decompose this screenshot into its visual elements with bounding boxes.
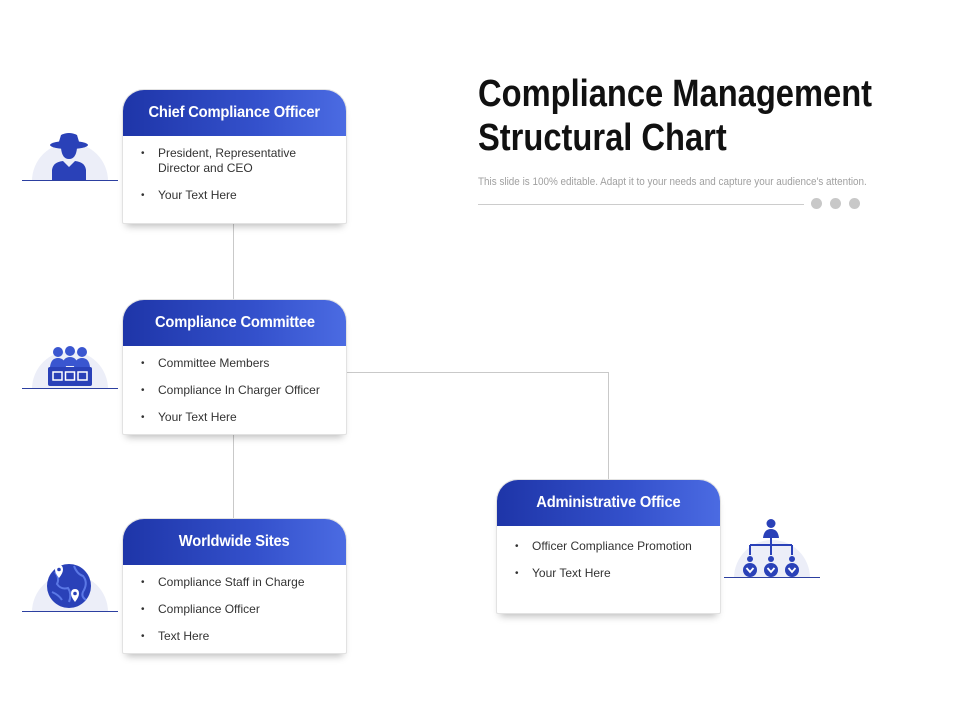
- node-list: [123, 346, 346, 437]
- connector-committee-admin-v: [608, 372, 609, 480]
- node-administrative-office: [496, 479, 721, 614]
- officer-icon-wrap: [22, 121, 118, 181]
- node-list: [123, 565, 346, 656]
- page-title: Compliance Management Structural Chart: [478, 73, 873, 159]
- node-chief-compliance-officer: [122, 89, 347, 224]
- list-item: • Committee Members: [141, 356, 334, 371]
- list-item: • Compliance Officer: [141, 602, 334, 617]
- globe-icon-wrap: [22, 552, 118, 612]
- title-divider: [478, 204, 804, 205]
- org-hierarchy-icon: [724, 518, 820, 578]
- icon-baseline: [22, 611, 118, 612]
- icon-baseline: [724, 577, 820, 578]
- icon-baseline: [22, 180, 118, 181]
- decor-dot: [811, 198, 822, 209]
- committee-icon-wrap: [22, 329, 118, 389]
- page-subtitle: This slide is 100% editable. Adapt it to your needs and capture your audience's attention.: [478, 176, 867, 188]
- node-title: Chief Compliance Officer: [148, 104, 321, 121]
- connector-committee-worldwide: [233, 433, 234, 518]
- node-title: Administrative Office: [536, 494, 681, 511]
- list-item: • Text Here: [141, 629, 334, 644]
- list-item: • Your Text Here: [515, 566, 708, 581]
- node-compliance-committee: [122, 299, 347, 435]
- node-header: [123, 90, 346, 136]
- list-item: • Compliance In Charger Officer: [141, 383, 334, 398]
- title-block: [478, 72, 938, 188]
- decor-dot: [830, 198, 841, 209]
- globe-location-icon: [22, 552, 118, 612]
- officer-icon: [22, 121, 118, 181]
- list-item: • President, Representative Director and CEO: [141, 146, 334, 176]
- icon-baseline: [22, 388, 118, 389]
- decor-dot: [849, 198, 860, 209]
- node-header: [497, 480, 720, 526]
- connector-committee-admin-h: [346, 372, 609, 373]
- list-item: • Compliance Staff in Charge: [141, 575, 334, 590]
- list-item: • Your Text Here: [141, 188, 334, 203]
- connector-chief-committee: [233, 222, 234, 300]
- node-title: Worldwide Sites: [179, 533, 290, 550]
- list-item: • Officer Compliance Promotion: [515, 539, 708, 554]
- node-list: [123, 136, 346, 215]
- node-worldwide-sites: [122, 518, 347, 654]
- committee-icon: [22, 329, 118, 389]
- list-item: • Your Text Here: [141, 410, 334, 425]
- node-header: [123, 300, 346, 346]
- node-title: Compliance Committee: [154, 314, 315, 331]
- node-list: [497, 526, 720, 593]
- org-icon-wrap: [724, 518, 820, 578]
- node-header: [123, 519, 346, 565]
